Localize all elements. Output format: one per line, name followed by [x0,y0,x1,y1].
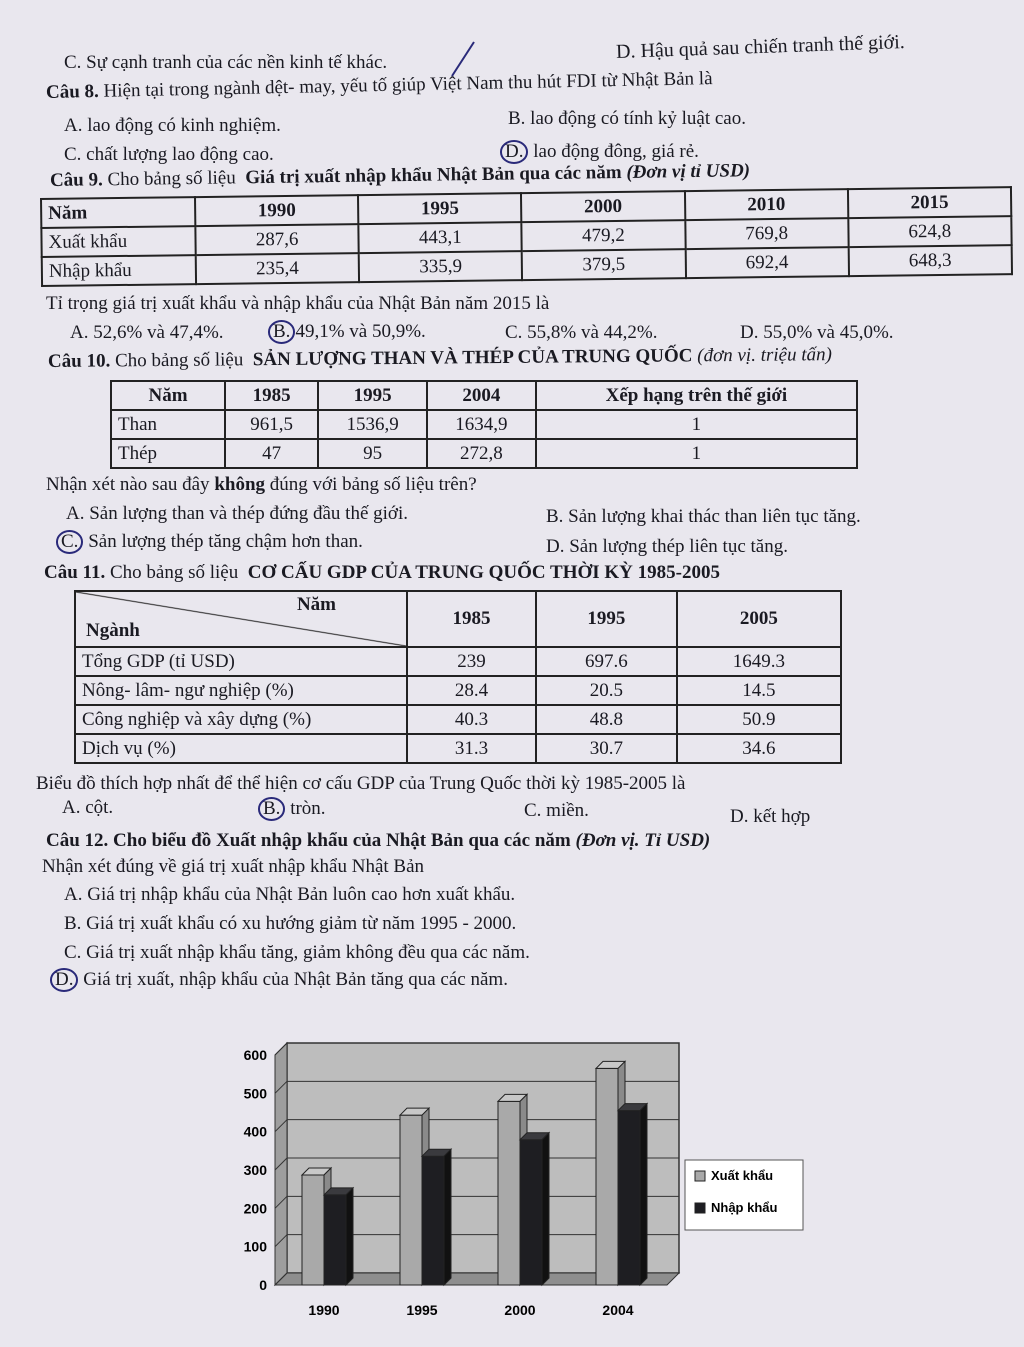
table-cell: Tổng GDP (tỉ USD) [75,647,407,676]
corner-top-label: Năm [296,594,336,615]
y-tick-label: 100 [243,1238,267,1255]
x-tick-label: 1990 [308,1302,340,1318]
table-cell: 95 [318,439,427,468]
bar-import [324,1195,346,1285]
table-cell: 769,8 [685,218,849,249]
q12-question: Nhận xét đúng về giá trị xuất nhập khẩu Nhật Bản [42,856,425,877]
header-cell: 1995 [318,381,427,410]
table-row [111,439,857,468]
q12-option-d-text: Giá trị xuất, nhập khẩu của Nhật Bản tăng qua các năm. [83,969,508,990]
q9-question: Tỉ trọng giá trị xuất khẩu và nhập khẩu của Nhật Bản năm 2015 là [46,293,550,314]
y-tick-label: 500 [243,1085,267,1102]
corner-header-cell [75,591,407,647]
q10-question-pre: Nhận xét nào sau đây [46,474,210,495]
table-cell: 1 [536,410,857,439]
q11-question: Biểu đồ thích hợp nhất để thể hiện cơ cấu GDP của Trung Quốc thời kỳ 1985-2005 là [36,773,686,794]
header-cell: 1995 [536,591,677,647]
table-cell: 47 [225,439,318,468]
q12-label: Câu 12. [46,830,109,851]
q10-option-d: D. Sản lượng thép liên tục tăng. [546,536,788,557]
q10-table [110,380,858,469]
q12-unit: (Đơn vị. Tỉ USD) [575,830,711,851]
y-tick-label: 200 [243,1200,267,1217]
table-cell: 48.8 [536,705,677,734]
q9-option-b [268,320,426,344]
bar-import-side [542,1133,549,1285]
q12-answer-circle: D. [50,968,78,992]
bar-import-side [444,1149,451,1285]
table-cell: 287,6 [195,224,359,255]
q11-option-b [258,797,326,821]
table-cell: Xuất khẩu [41,226,195,257]
table-cell: 479,2 [522,220,686,251]
q8-label: Câu 8. [45,80,99,103]
table-cell: 1536,9 [318,410,427,439]
export-import-chart [215,1040,815,1340]
bar-export [400,1115,422,1285]
bar-import [422,1156,444,1285]
y-tick-label: 400 [243,1123,267,1140]
header-cell: 2010 [685,189,849,220]
table-cell: Thép [111,439,225,468]
q11-heading [44,562,720,584]
q10-question-bold: không [214,474,266,495]
bar-import-side [640,1104,647,1285]
table-cell: 239 [407,647,536,676]
header-cell: Xếp hạng trên thế giới [536,381,857,410]
q12-option-c: C. Giá trị xuất nhập khẩu tăng, giảm không đều qua các năm. [64,942,530,963]
table-cell: 272,8 [427,439,536,468]
table-cell: Nhập khẩu [42,255,196,286]
q11-option-a: A. cột. [62,797,114,818]
header-cell: Năm [111,381,225,410]
corner-bottom-label: Ngành [86,620,140,641]
q8-option-c: C. chất lượng lao động cao. [64,144,274,165]
table-cell: 624,8 [848,216,1012,247]
table-cell: 34.6 [677,734,841,763]
table-cell: Nông- lâm- ngư nghiệp (%) [75,676,407,705]
q9-title: Giá trị xuất nhập khẩu Nhật Bản qua các năm [245,162,622,189]
q12-title: Cho biểu đồ Xuất nhập khẩu của Nhật Bản qua các năm [113,830,571,851]
table-cell: 31.3 [407,734,536,763]
q9-answer-circle: B. [268,320,295,344]
q11-title: CƠ CẤU GDP CỦA TRUNG QUỐC THỜI KỲ 1985-2005 [247,562,720,583]
table-cell: 14.5 [677,676,841,705]
table-cell: 692,4 [685,247,849,278]
table-cell: Công nghiệp và xây dựng (%) [75,705,407,734]
x-tick-label: 1995 [406,1302,438,1318]
q12-option-a: A. Giá trị nhập khẩu của Nhật Bản luôn cao hơn xuất khẩu. [64,884,516,905]
y-tick-label: 0 [259,1277,267,1293]
q10-option-c [56,530,363,554]
table-row [111,410,857,439]
q9-option-d: D. 55,0% và 45,0%. [740,322,894,343]
table-cell: 335,9 [359,251,523,282]
q10-option-a: A. Sản lượng than và thép đứng đầu thế giới. [66,503,408,524]
table-cell: 1634,9 [427,410,536,439]
q12-heading [46,830,710,852]
q11-option-b-text: tròn. [290,798,326,819]
table-cell: Than [111,410,225,439]
bar-import [618,1111,640,1285]
q7-option-d: D. Hậu quả sau chiến tranh thế giới. [615,30,906,64]
q8-option-d-text: lao động đông, giá rẻ. [533,141,699,162]
bar-import [520,1140,542,1285]
q10-heading [48,344,832,373]
table-header-row [111,381,857,410]
q11-option-c: C. miền. [524,800,589,821]
q9-option-b-text: 49,1% và 50,9%. [295,321,426,342]
header-cell: 1985 [407,591,536,647]
q9-option-a: A. 52,6% và 47,4%. [70,322,224,343]
q8-answer-circle: D. [500,140,528,164]
table-cell: 648,3 [848,245,1012,276]
y-tick-label: 300 [243,1162,267,1178]
header-cell: 1990 [195,195,359,226]
table-cell: 20.5 [536,676,677,705]
legend-swatch-import [695,1203,705,1213]
q9-table [40,186,1013,287]
x-tick-label: 2000 [504,1302,536,1318]
q11-option-d: D. kết hợp [730,806,811,827]
q8-option-a: A. lao động có kinh nghiệm. [64,115,281,136]
q10-answer-circle: C. [56,530,83,554]
pen-slash-mark [448,40,478,80]
legend-label-export: Xuất khẩu [711,1168,774,1183]
q9-unit: (Đơn vị tỉ USD) [626,160,751,183]
q8-option-b: B. lao động có tính kỷ luật cao. [508,108,746,129]
table-row [75,676,841,705]
q12-option-d [50,968,508,992]
table-cell: 28.4 [407,676,536,705]
q10-option-b: B. Sản lượng khai thác than liên tục tăng. [546,506,861,527]
table-cell: 697.6 [536,647,677,676]
q10-intro: Cho bảng số liệu [114,349,244,372]
q11-table [74,590,842,764]
q7-option-c: C. Sự cạnh tranh của các nền kinh tế khác. [64,52,388,73]
legend-label-import: Nhập khẩu [711,1200,778,1215]
header-cell: Năm [41,197,195,228]
x-tick-label: 2004 [602,1302,634,1318]
header-cell: 1995 [358,193,522,224]
q10-option-c-text: Sản lượng thép tăng chậm hơn than. [88,531,363,552]
header-cell: 1985 [225,381,318,410]
table-header-row [75,591,841,647]
table-cell: 40.3 [407,705,536,734]
table-cell: 961,5 [225,410,318,439]
q10-question [46,474,477,496]
q9-label: Câu 9. [49,169,103,191]
bar-export [498,1101,520,1285]
header-cell: 2004 [427,381,536,410]
bar-import-side [346,1188,353,1285]
q10-title: SẢN LƯỢNG THAN VÀ THÉP CỦA TRUNG QUỐC [252,345,693,371]
q10-unit: (đơn vị. triệu tấn) [697,344,832,367]
legend-swatch-export [695,1171,705,1181]
q8-text: Hiện tại trong ngành dệt- may, yếu tố giúp Việt Nam thu hút FDI từ Nhật Bản là [103,68,713,102]
table-cell: Dịch vụ (%) [75,734,407,763]
q9-intro: Cho bảng số liệu [107,167,236,191]
header-cell: 2005 [677,591,841,647]
bar-export [596,1068,618,1285]
table-cell: 50.9 [677,705,841,734]
table-cell: 30.7 [536,734,677,763]
q11-label: Câu 11. [44,562,106,583]
q10-label: Câu 10. [47,350,111,372]
table-cell: 379,5 [522,249,686,280]
q11-intro: Cho bảng số liệu [110,562,239,583]
table-row [75,705,841,734]
table-cell: 235,4 [196,253,360,284]
q10-question-post: đúng với bảng số liệu trên? [269,474,477,495]
table-cell: 443,1 [359,222,523,253]
q12-option-b: B. Giá trị xuất khẩu có xu hướng giảm từ năm 1995 - 2000. [64,913,517,934]
y-tick-label: 600 [243,1047,267,1063]
q9-option-c: C. 55,8% và 44,2%. [505,322,658,343]
header-cell: 2000 [521,191,685,222]
table-cell: 1 [536,439,857,468]
table-cell: 1649.3 [677,647,841,676]
q11-answer-circle: B. [258,797,285,821]
header-cell: 2015 [848,187,1012,218]
table-row [75,734,841,763]
bar-export [302,1175,324,1285]
table-row [75,647,841,676]
